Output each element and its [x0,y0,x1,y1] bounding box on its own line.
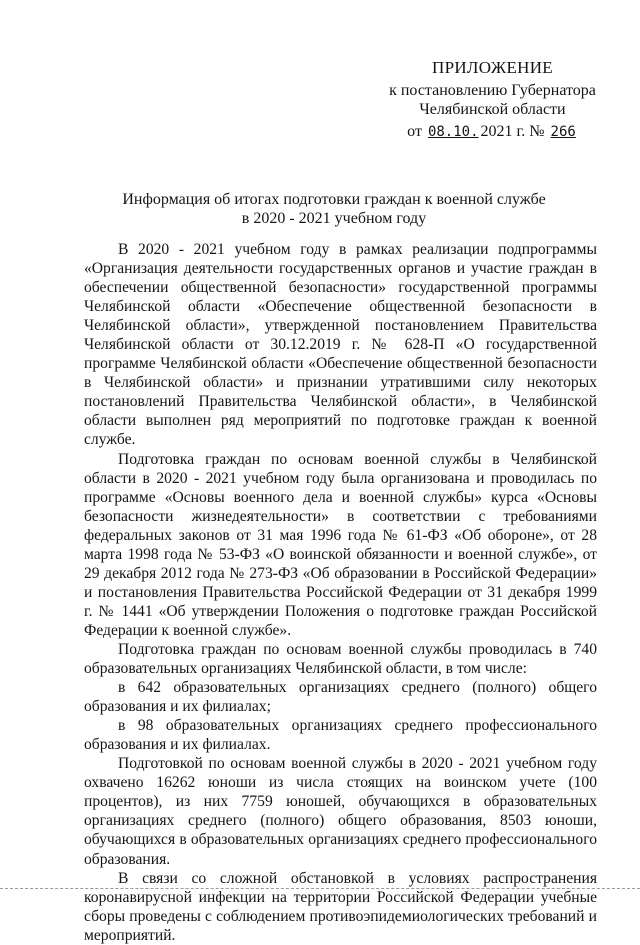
paragraph-general-education: в 642 образовательных организациях среднего (полного) общего образования и их филиалах; [84,679,597,716]
appendix-line-1: к постановлению Губернатора [389,82,596,99]
date-value: 08.10. [427,124,479,140]
number-sign: № [529,123,545,140]
number-value: 266 [550,124,576,140]
paragraph-organization: Подготовка граждан по основам военной службы в Челябинской области в 2020 - 2021 учебном году была организована и проводилась по программе «Основы военного дела и военной службы» курса «Основы безопасности жизнедеятельности» в соответствии с требованиями федеральных законов от 31 мая 1996 года № 61-ФЗ «Об обороне», от 28 марта 1998 года № 53-ФЗ «О воинской обязанности и военной службе», от 29 декабря 2012 года № 273-ФЗ «Об образовании в Российской Федерации» и постановления Правительства Российской Федерации от 31 декабря 1999 г. № 1441 «Об утверждении Положения о подготовке граждан Российской Федерации к военной службе». [84,450,597,639]
document-body [84,240,597,945]
paragraph-intro: В 2020 - 2021 учебном году в рамках реализации подпрограммы «Организация деятельности государственных органов и участие граждан в обеспечении общественной безопасности» государственной программы Челябинской области «Обеспечение общественной безопасности в Челябинской области», утвержденной постановлением Правительства Челябинской области от 30.12.2019 г. № 628-П «О государственной программе Челябинской области «Обеспечение общественной безопасности в Челябинской области» и признании утратившими силу некоторых постановлений Правительства Челябинской области», в Челябинской области выполнен ряд мероприятий по подготовке граждан к военной службе. [84,241,597,449]
appendix-block [380,58,605,142]
date-prefix: от [407,123,422,140]
title-line-2: в 2020 - 2021 учебном году [241,210,427,227]
paragraph-professional-education: в 98 образовательных организациях среднего профессионального образования и их филиалах. [84,717,597,754]
paragraph-coverage: Подготовкой по основам военной службы в 2020 - 2021 учебном году охвачено 16262 юноши из числа стоящих на воинском учете (100 процентов), из них 7759 юношей, обучающихся в образовательных организациях среднего (полного) общего образования, 8503 юноши, обучающихся в образовательных организациях среднего профессионального образования. [84,755,597,868]
appendix-line-2: Челябинской области [419,101,566,118]
page-bottom-rule [0,888,640,889]
appendix-heading: ПРИЛОЖЕНИЕ [432,58,553,77]
paragraph-organizations-count: Подготовка граждан по основам военной службы проводилась в 740 образовательных организациях Челябинской области, в том числе: [84,640,597,678]
appendix-date-line [380,122,605,142]
date-year: 2021 г. [480,123,526,140]
paragraph-covid: В связи со сложной обстановкой в условиях распространения коронавирусной инфекции на территории Российской Федерации учебные сборы проведены с соблюдением противоэпидемиологических требований и мероприятий. [84,869,597,944]
document-title [84,190,584,228]
title-line-1: Информация об итогах подготовки граждан к военной службе [122,191,546,208]
